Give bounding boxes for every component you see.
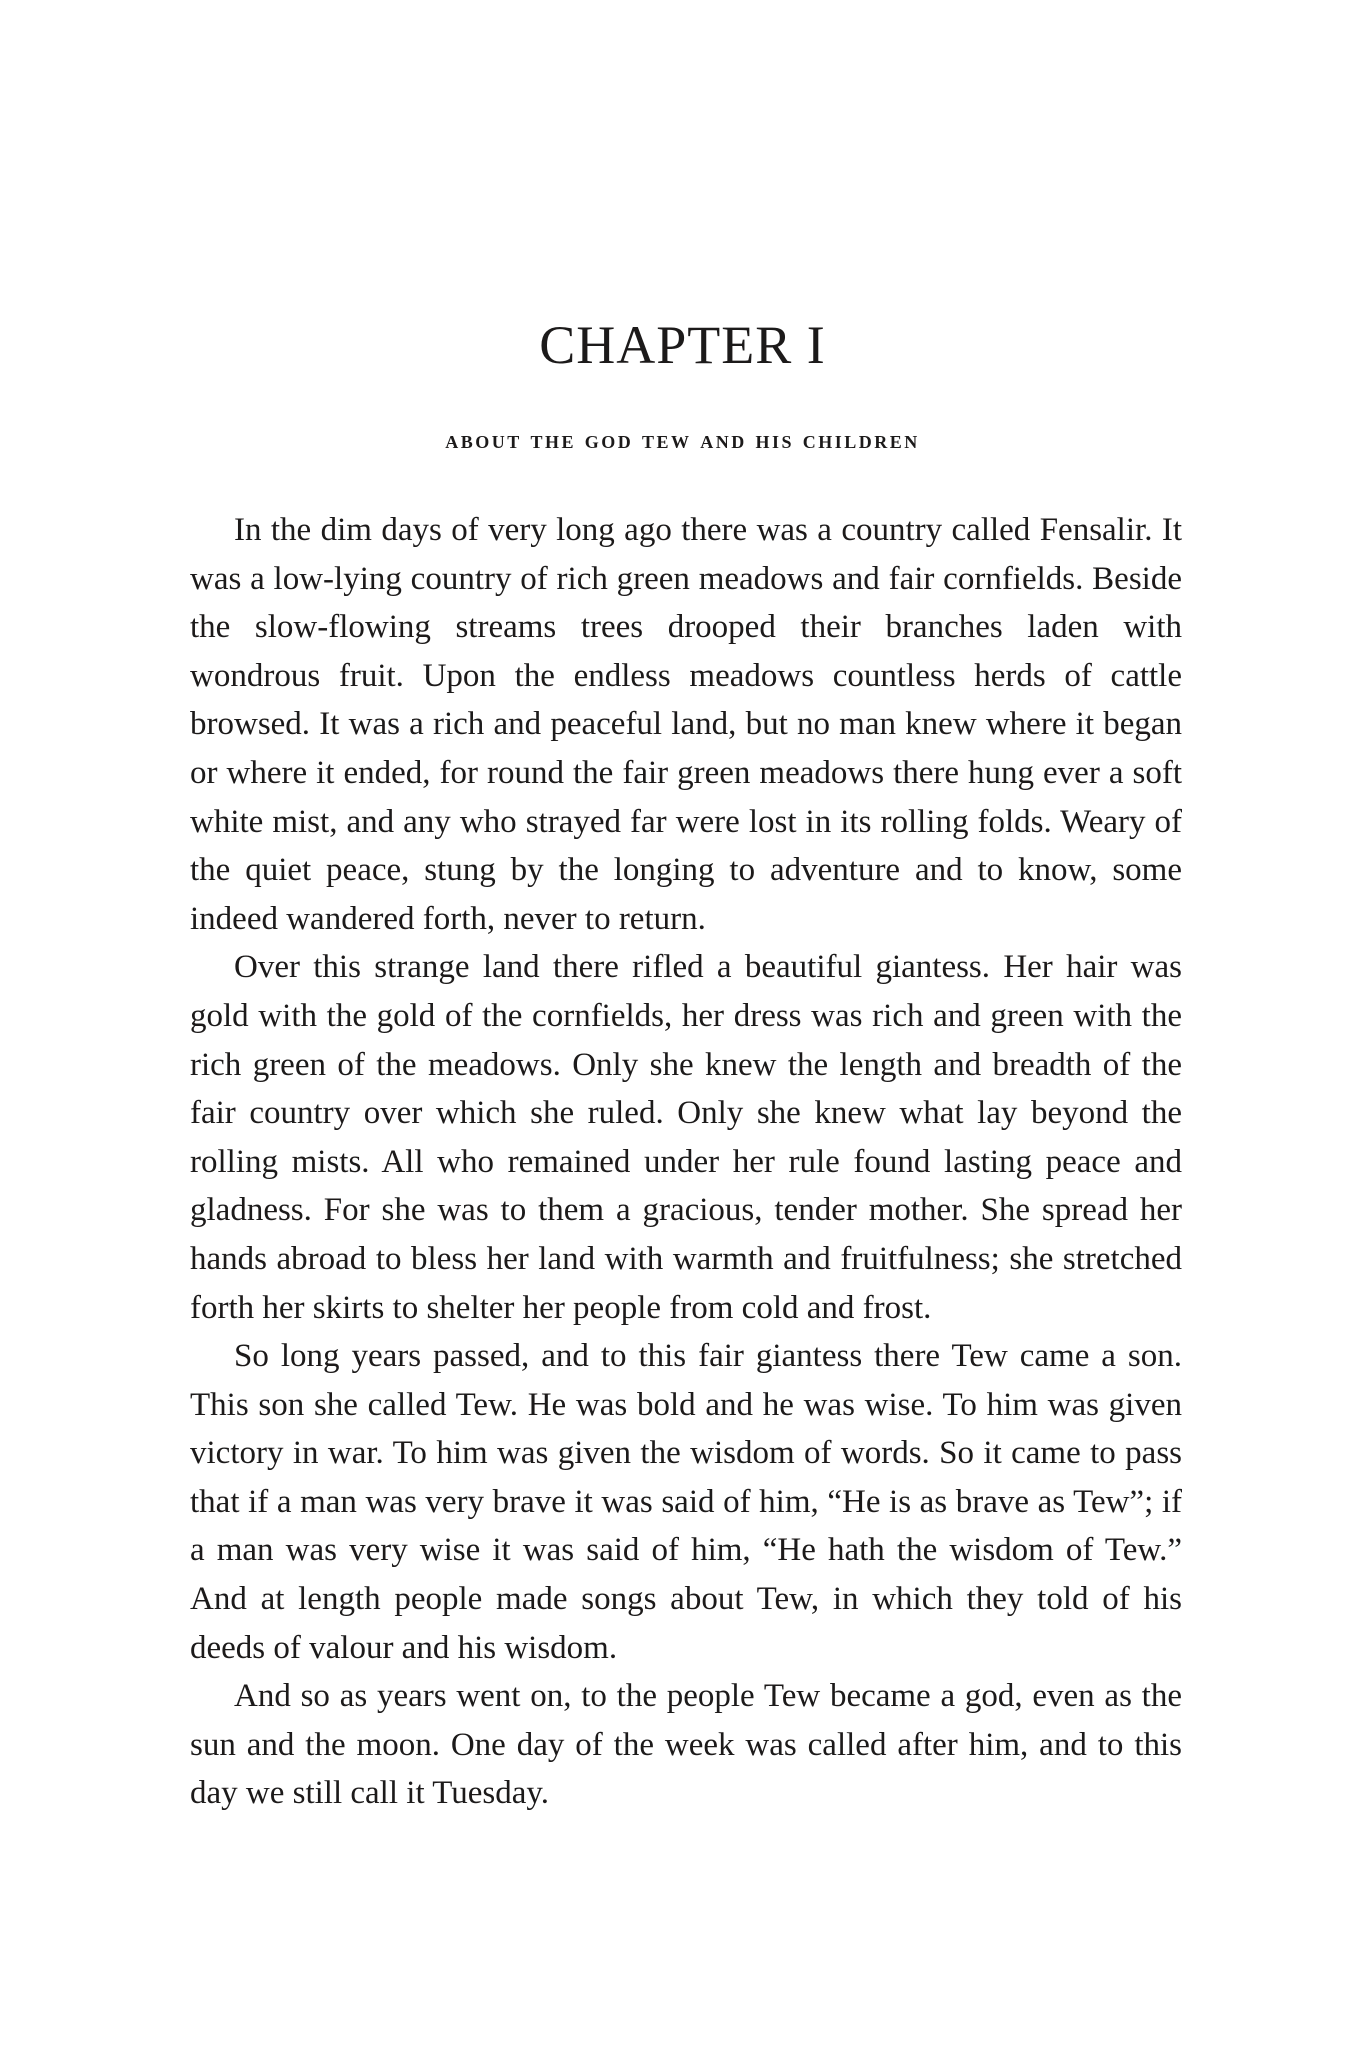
- chapter-title: CHAPTER I: [539, 315, 826, 375]
- chapter-subtitle: about the god tew and his children: [445, 427, 920, 454]
- chapter-body: [190, 506, 1182, 1818]
- paragraph: And so as years went on, to the people Tew became a god, even as the sun and the moon. One day of the week was called after him, and to this day we still call it Tuesday.: [190, 1678, 1182, 1812]
- paragraph: Over this strange land there rifled a beautiful giantess. Her hair was gold with the gold of the cornfields, her dress was rich and green with the rich green of the meadows. Only she knew the length and breadth of the fair country over which she ruled. Only she knew what lay beyond the rolling mists. All who remained under her rule found lasting peace and gladness. For she was to them a gracious, tender mother. She spread her hands abroad to bless her land with warmth and fruitfulness; she stretched forth her skirts to shelter her people from cold and frost.: [190, 949, 1182, 1326]
- paragraph: So long years passed, and to this fair giantess there Tew came a son. This son she called Tew. He was bold and he was wise. To him was given victory in war. To him was given the wisdom of words. So it came to pass that if a man was very brave it was said of him, “He is as brave as Tew”; if a man was very wise it was said of him, “He hath the wisdom of Tew.” And at length people made songs about Tew, in which they told of his deeds of valour and his wisdom.: [190, 1338, 1182, 1666]
- paragraph: In the dim days of very long ago there was a country called Fensalir. It was a low-lying country of rich green meadows and fair cornfields. Beside the slow-flowing streams trees drooped their branches laden with wondrous fruit. Upon the endless meadows countless herds of cattle browsed. It was a rich and peaceful land, but no man knew where it began or where it ended, for round the fair green meadows there hung ever a soft white mist, and any who strayed far were lost in its rolling folds. Weary of the quiet peace, stung by the longing to adventure and to know, some indeed wandered forth, never to return.: [190, 512, 1182, 937]
